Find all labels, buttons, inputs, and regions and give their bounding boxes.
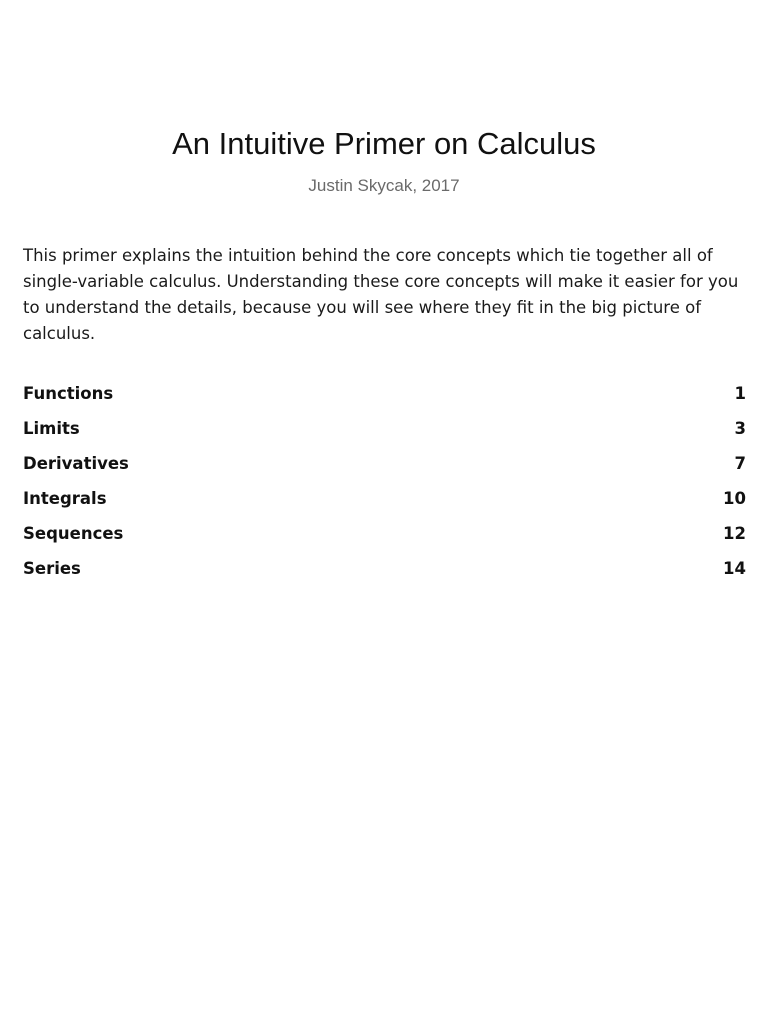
toc-entry-page: 1 — [734, 384, 746, 403]
toc-entry-label: Integrals — [23, 489, 107, 508]
document-title: An Intuitive Primer on Calculus — [172, 126, 596, 161]
toc-entry-label: Derivatives — [23, 454, 129, 473]
intro-paragraph: This primer explains the intuition behind the core concepts which tie together all of single-variable calculus. Understanding these core concepts will make it easier for you to understand the details, because you will see where they fit in the big picture of calculus. — [23, 246, 739, 343]
toc-entry-label: Series — [23, 559, 81, 578]
table-of-contents — [23, 376, 746, 586]
toc-entry-page: 7 — [734, 454, 746, 473]
author-line: Justin Skycak, 2017 — [308, 176, 460, 195]
toc-entry-limits[interactable] — [23, 411, 746, 446]
toc-entry-page: 3 — [734, 419, 746, 438]
toc-entry-label: Functions — [23, 384, 114, 403]
toc-entry-derivatives[interactable] — [23, 446, 746, 481]
toc-entry-functions[interactable] — [23, 376, 746, 411]
toc-entry-page: 14 — [723, 559, 746, 578]
toc-entry-series[interactable] — [23, 551, 746, 586]
toc-entry-page: 12 — [723, 524, 746, 543]
toc-entry-sequences[interactable] — [23, 516, 746, 551]
toc-entry-label: Limits — [23, 419, 80, 438]
toc-entry-label: Sequences — [23, 524, 124, 543]
toc-entry-page: 10 — [723, 489, 746, 508]
toc-entry-integrals[interactable] — [23, 481, 746, 516]
